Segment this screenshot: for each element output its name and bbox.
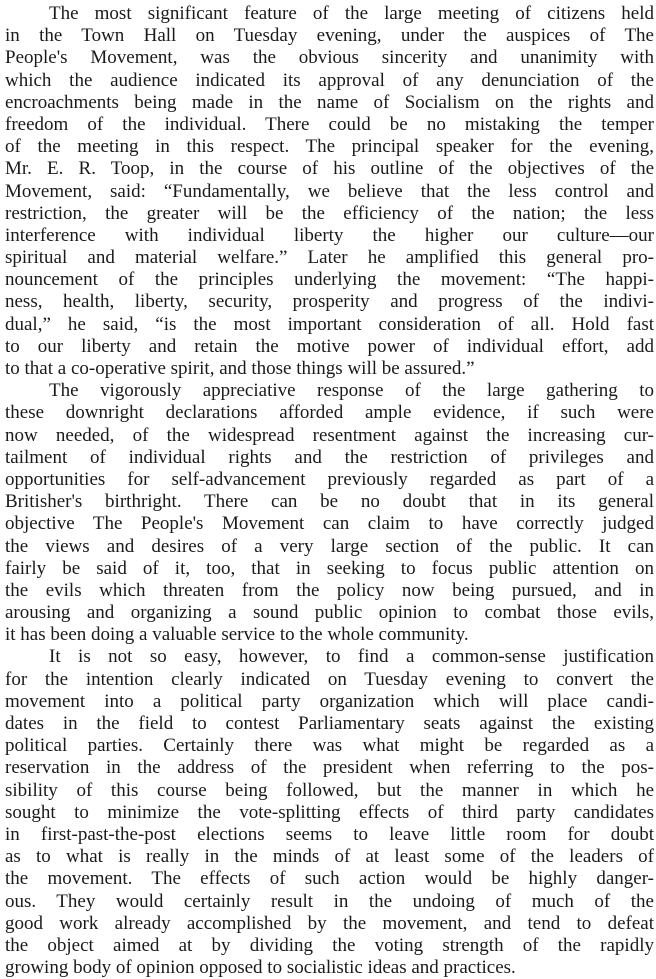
- text-line: tailment of individual rights and the restriction of privileges and: [5, 446, 654, 468]
- text-line: The vigorously appreciative response of the large gathering to: [49, 380, 654, 402]
- text-line: to our liberty and retain the motive power of individual effort, add: [5, 335, 654, 357]
- text-line: the evils which threaten from the policy now being pursued, and in: [5, 579, 654, 601]
- text-line: growing body of opinion opposed to socialistic ideas and practices.: [5, 957, 516, 979]
- text-line: ness, health, liberty, security, prosperity and progress of the indivi-: [5, 291, 654, 313]
- text-line: People's Movement, was the obvious sincerity and unanimity with: [5, 47, 654, 69]
- text-line: dates in the field to contest Parliamentary seats against the existing: [5, 713, 654, 734]
- text-line: good work already accomplished by the movement, and tend to defeat: [5, 912, 654, 934]
- text-line: encroachments being made in the name of Socialism on the rights and: [5, 91, 654, 113]
- text-line: as to what is really in the minds of at least some of the leaders of: [5, 846, 654, 868]
- text-line: it has been doing a valuable service to the whole community.: [5, 624, 469, 646]
- text-line: sibility of this course being followed, but the manner in which he: [5, 779, 654, 801]
- text-line: spiritual and material welfare.” Later he amplified this general pro-: [5, 247, 654, 269]
- text-line: these downright declarations afforded ample evidence, if such were: [5, 402, 654, 424]
- text-line: which the audience indicated its approval of any denunciation of the: [5, 69, 654, 91]
- text-line: It is not so easy, however, to find a common-sense justification: [49, 646, 654, 668]
- text-line: now needed, of the widespread resentment against the increasing cur-: [5, 424, 654, 446]
- text-line: objective The People's Movement can claim to have correctly judged: [5, 513, 654, 535]
- paragraph-1: [5, 3, 654, 380]
- text-line: ous. They would certainly result in the undoing of much of the: [5, 890, 654, 912]
- text-line: movement into a political party organization which will place candi-: [5, 690, 654, 712]
- text-line: interference with individual liberty the higher our culture—our: [5, 224, 654, 246]
- text-line: restriction, the greater will be the efficiency of the nation; the less: [5, 202, 654, 224]
- paragraph-3: [5, 646, 654, 979]
- text-line: Movement, said: “Fundamentally, we believe that the less control and: [5, 180, 654, 202]
- text-line: reservation in the address of the president when referring to the pos-: [5, 757, 654, 779]
- text-line: the views and desires of a very large section of the public. It can: [5, 535, 654, 557]
- text-line: freedom of the individual. There could be no mistaking the temper: [5, 113, 654, 135]
- text-line: the movement. The effects of such action would be highly danger-: [5, 868, 654, 890]
- text-line: in first-past-the-post elections seems to leave little room for doubt: [5, 823, 654, 845]
- text-line: Mr. E. R. Toop, in the course of his outline of the objectives of the: [5, 158, 654, 180]
- text-line: sought to minimize the vote-splitting effects of third party candidates: [5, 801, 654, 823]
- text-line: fairly be said of it, too, that in seeking to focus public attention on: [5, 557, 654, 579]
- text-line: dual,” he said, “is the most important consideration of all. Hold fast: [5, 313, 654, 335]
- text-line: in the Town Hall on Tuesday evening, under the auspices of The: [5, 25, 654, 47]
- text-line: political parties. Certainly there was what might be regarded as a: [5, 735, 654, 757]
- text-line: nouncement of the principles underlying the movement: “The happi-: [5, 269, 654, 291]
- text-line: the object aimed at by dividing the voting strength of the rapidly: [5, 934, 654, 956]
- text-line: arousing and organizing a sound public opinion to combat those evils,: [5, 602, 654, 624]
- text-line: opportunities for self-advancement previously regarded as part of a: [5, 468, 654, 490]
- text-line: for the intention clearly indicated on Tuesday evening to convert the: [5, 668, 654, 690]
- text-line: to that a co-operative spirit, and those things will be assured.”: [5, 358, 475, 379]
- text-line: of the meeting in this respect. The principal speaker for the evening,: [5, 136, 654, 158]
- text-line: The most significant feature of the large meeting of citizens held: [49, 3, 654, 24]
- paragraph-2: [5, 380, 654, 646]
- text-line: Britisher's birthright. There can be no doubt that in its general: [5, 491, 654, 513]
